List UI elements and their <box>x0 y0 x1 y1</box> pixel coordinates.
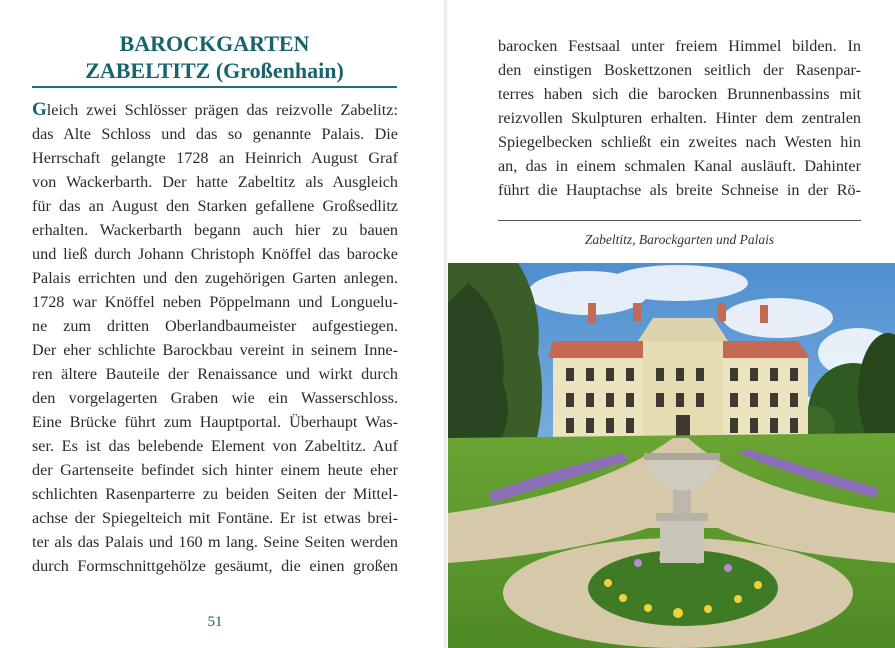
text-line: führt die Hauptachse als breite Schneise in der Rö- <box>498 181 861 199</box>
text-line <box>32 98 398 122</box>
text-line: den vorgelagerten Graben wie ein Wasserschloss. <box>32 389 398 407</box>
text-line: ter als das Palais und 160 m lang. Seine Seiten werden <box>32 533 398 551</box>
page-number: 51 <box>207 614 223 630</box>
first-line-text: leich zwei Schlösser prägen das reizvolle Zabelitz: <box>46 101 398 119</box>
drop-cap: G <box>32 99 47 120</box>
text-line: durch Formschnittgehölze gesäumt, die einen großen <box>32 557 398 575</box>
text-line: Eine Brücke führt zum Hauptportal. Überhaupt Was- <box>32 413 398 431</box>
text-line: Herrschaft gelangte 1728 an Heinrich August Graf <box>32 149 398 167</box>
text-line: Spiegelbecken schließt ein zweites nach Westen hin <box>498 133 861 151</box>
title-divider <box>32 86 397 88</box>
title-line-1: BAROCKGARTEN <box>119 31 310 56</box>
right-page <box>448 0 895 648</box>
text-line: reizvollen Skulpturen erhalten. Hinter dem zentralen <box>498 109 861 127</box>
text-line: an, das in einem schmalen Kanal ausläuft. Dahinter <box>498 157 861 175</box>
text-line: für das an August den Starken gefallene Großsedlitz <box>32 197 398 215</box>
caption-divider <box>498 220 861 221</box>
left-body-text <box>32 98 398 578</box>
text-line: Palais errichten und den zugehörigen Garten anlegen. <box>32 269 398 287</box>
palace-garden-photo <box>448 263 895 648</box>
text-line: der Gartenseite befindet sich hinter einem heute eher <box>32 461 398 479</box>
text-line: 1728 war Knöffel neben Pöppelmann und Longuelu- <box>32 293 398 311</box>
title-line-2: ZABELTITZ (Großenhain) <box>85 58 344 83</box>
chapter-title <box>32 30 397 84</box>
right-body-text <box>498 34 861 202</box>
left-page <box>0 0 445 648</box>
text-line: ne zum dritten Oberlandbaumeister aufgestiegen. <box>32 317 398 335</box>
text-line: ren ältere Bauteile der Renaissance und wirkt durch <box>32 365 398 383</box>
text-line: den einstigen Boskettzonen seitlich der Rasenpar- <box>498 61 861 79</box>
text-line: erhalten. Wackerbarth begann auch hier zu bauen <box>32 221 398 239</box>
text-line: schlichten Rasenparterre zu beiden Seiten der Mittel- <box>32 485 398 503</box>
text-line: das Alte Schloss und das so genannte Palais. Die <box>32 125 398 143</box>
text-line: achse der Spiegelteich mit Fontäne. Er ist etwas brei- <box>32 509 398 527</box>
photo-caption: Zabeltitz, Barockgarten und Palais <box>584 232 775 247</box>
text-line: Der eher schlichte Barockbau vereint in seinem Inne- <box>32 341 398 359</box>
text-line: von Wackerbarth. Der hatte Zabeltitz als Ausgleich <box>32 173 398 191</box>
text-line: und ließ durch Johann Christoph Knöffel das barocke <box>32 245 398 263</box>
text-line: barocken Festsaal unter freiem Himmel bilden. In <box>498 37 861 55</box>
text-line: ser. Es ist das belebende Element von Zabeltitz. Auf <box>32 437 398 455</box>
text-line: terres haben sich die barocken Brunnenbassins mit <box>498 85 861 103</box>
